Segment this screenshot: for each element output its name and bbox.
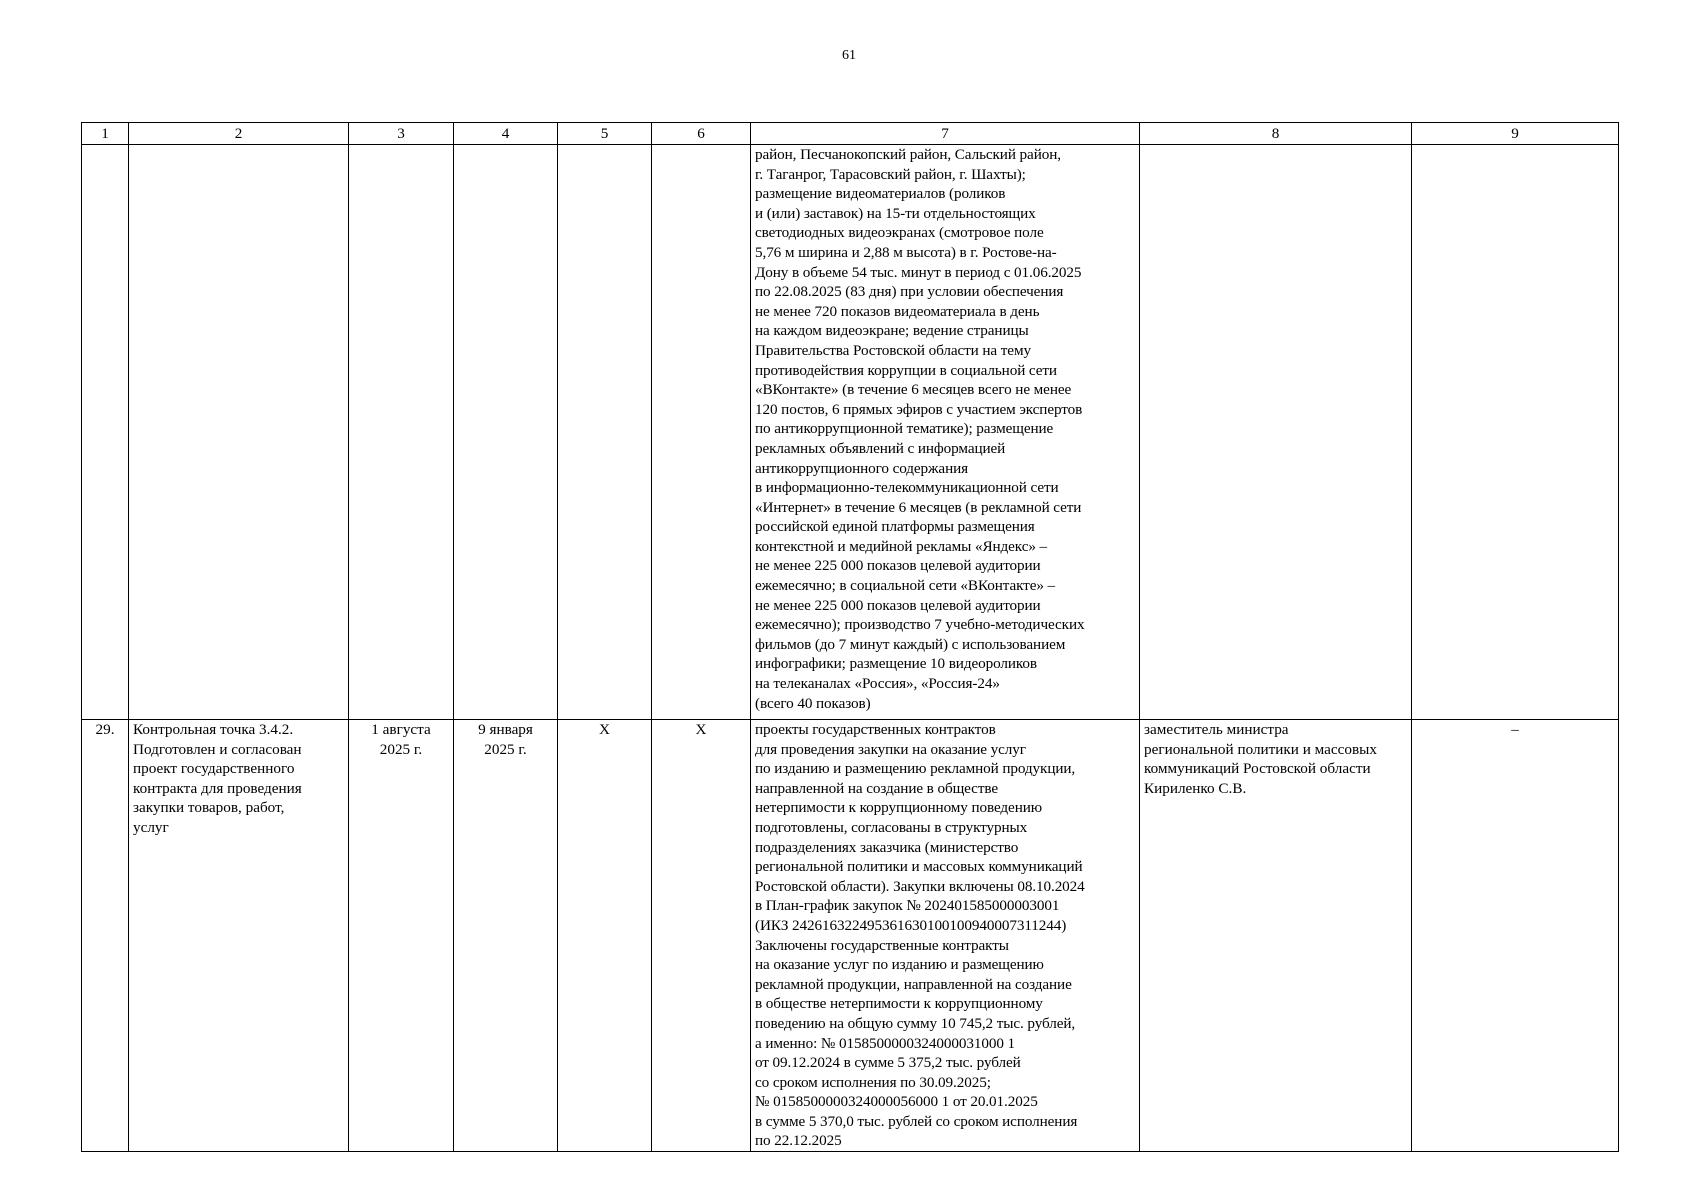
cell-continuation-col6 [652, 145, 751, 720]
cell-start-date: 1 августа 2025 г. [349, 720, 454, 1152]
column-header-3: 3 [349, 123, 454, 145]
plan-table [81, 122, 1619, 1152]
cell-responsible-person: заместитель министра региональной политики и массовых коммуникаций Ростовской области Кириленко С.В. [1140, 720, 1412, 1152]
cell-continuation-col3 [349, 145, 454, 720]
cell-col5-mark: X [558, 720, 652, 1152]
cell-control-point-name: Контрольная точка 3.4.2. Подготовлен и согласован проект государственного контракта для проведения закупки товаров, работ, услуг [129, 720, 349, 1152]
column-header-5: 5 [558, 123, 652, 145]
cell-continuation-col4 [454, 145, 558, 720]
cell-continuation-col8 [1140, 145, 1412, 720]
cell-continuation-col2 [129, 145, 349, 720]
cell-continuation-description: район, Песчанокопский район, Сальский район, г. Таганрог, Тарасовский район, г. Шахты); размещение видеоматериалов (роликов и (или) заставок) на 15-ти отдельностоящих светодиодных видеоэкранах (смотровое поле 5,76 м ширина и 2,88 м высота) в г. Ростове-на- Дону в объеме 54 тыс. минут в период с 01.06.2025 по 22.08.2025 (83 дня) при условии обеспечения не менее 720 показов видеоматериала в день на каждом видеоэкране; ведение страницы Правительства Ростовской области на тему противодействия коррупции в социальной сети «ВКонтакте» (в течение 6 месяцев всего не менее 120 постов, 6 прямых эфиров с участием экспертов по антикоррупционной тематике); размещение рекламных объявлений с информацией антикоррупционного содержания в информационно-телекоммуникационной сети «Интернет» в течение 6 месяцев (в рекламной сети российской единой платформы размещения контекстной и медийной рекламы «Яндекс» – не менее 225 000 показов целевой аудитории ежемесячно; в социальной сети «ВКонтакте» – не менее 225 000 показов целевой аудитории ежемесячно); производство 7 учебно-методических фильмов (до 7 минут каждый) с использованием инфографики; размещение 10 видеороликов на телеканалах «Россия», «Россия-24» (всего 40 показов) [751, 145, 1140, 720]
column-header-row [82, 123, 1619, 145]
column-header-2: 2 [129, 123, 349, 145]
cell-note: – [1412, 720, 1619, 1152]
cell-col6-mark: X [652, 720, 751, 1152]
table-row-29 [82, 720, 1619, 1152]
table-row-continuation [82, 145, 1619, 720]
page-number: 61 [842, 48, 856, 63]
cell-description: проекты государственных контрактов для проведения закупки на оказание услуг по изданию и размещению рекламной продукции, направленной на создание в обществе нетерпимости к коррупционному поведению подготовлены, согласованы в структурных подразделениях заказчика (министерство региональной политики и массовых коммуникаций Ростовской области). Закупки включены 08.10.2024 в План-график закупок № 202401585000003001 (ИКЗ 242616322495361630100100940007311244) Заключены государственные контракты на оказание услуг по изданию и размещению рекламной продукции, направленной на создание в обществе нетерпимости к коррупционному поведению на общую сумму 10 745,2 тыс. рублей, а именно: № 0158500000324000031000 1 от 09.12.2024 в сумме 5 375,2 тыс. рублей со сроком исполнения по 30.09.2025; № 0158500000324000056000 1 от 20.01.2025 в сумме 5 370,0 тыс. рублей со сроком исполнения по 22.12.2025 [751, 720, 1140, 1152]
cell-continuation-col5 [558, 145, 652, 720]
column-header-7: 7 [751, 123, 1140, 145]
cell-row-number: 29. [82, 720, 129, 1152]
cell-end-date: 9 января 2025 г. [454, 720, 558, 1152]
cell-continuation-col9 [1412, 145, 1619, 720]
column-header-6: 6 [652, 123, 751, 145]
cell-continuation-col1 [82, 145, 129, 720]
column-header-8: 8 [1140, 123, 1412, 145]
column-header-4: 4 [454, 123, 558, 145]
column-header-1: 1 [82, 123, 129, 145]
column-header-9: 9 [1412, 123, 1619, 145]
